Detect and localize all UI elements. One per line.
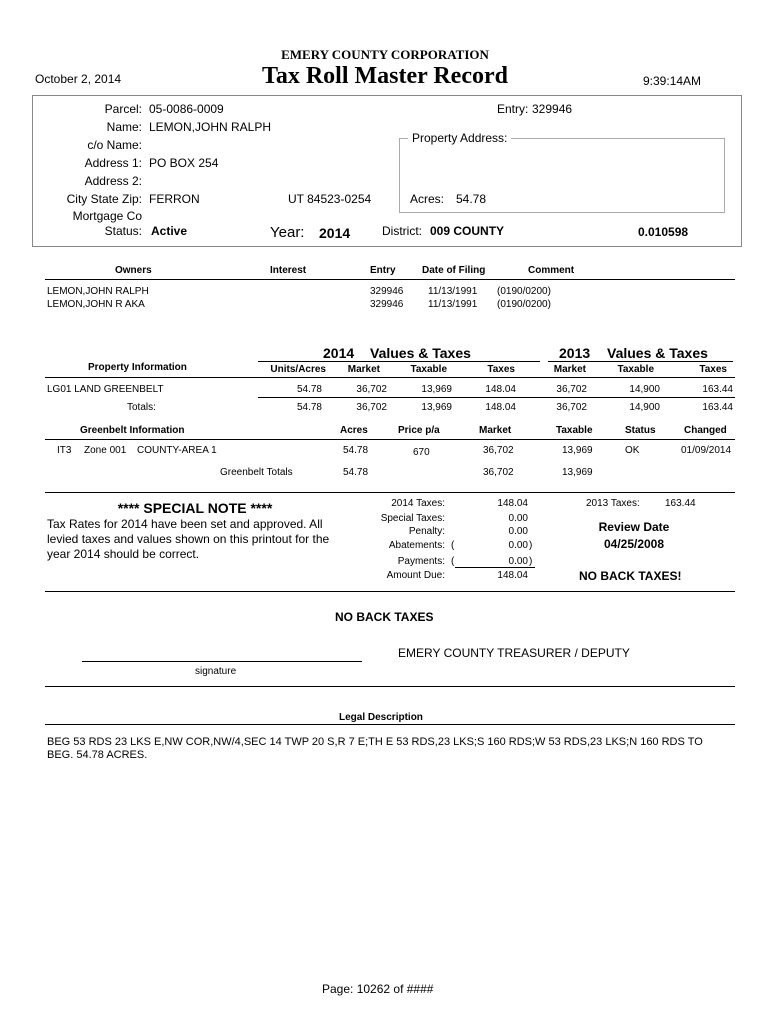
prior-taxes-value: 163.44 — [665, 498, 696, 509]
gb-status: OK — [625, 445, 640, 456]
state-zip-value: UT 84523-0254 — [288, 192, 372, 206]
units-acres-header: Units/Acres — [270, 364, 326, 375]
penalty-label: Penalty: — [408, 526, 445, 537]
total-prior-taxes: 163.44 — [702, 402, 733, 413]
penalty-value: 0.00 — [508, 526, 528, 537]
legal-description-line: BEG 53 RDS 23 LKS E,NW COR,NW/4,SEC 14 TWP 20 S,R 7 E;TH E 53 RDS,23 LKS;S 160 RDS;W 53 RDS,23 LKS;N 160 RDS TO — [47, 736, 703, 748]
owner-entry-header: Entry — [370, 265, 396, 276]
payments-label: Payments: — [397, 556, 445, 567]
legal-description-title: Legal Description — [339, 712, 423, 723]
legal-divider — [45, 724, 735, 725]
amount-due-value: 148.04 — [497, 570, 528, 581]
legal-top-divider — [45, 686, 735, 687]
owner-entry: 329946 — [370, 286, 404, 297]
page-number: Page: 10262 of #### — [322, 982, 434, 996]
abatements-label: Abatements: — [388, 540, 445, 551]
total-prior-market: 36,702 — [556, 402, 587, 413]
status-value: Active — [151, 224, 188, 238]
owner-filing-date: 11/13/1991 — [428, 299, 478, 310]
prior-taxable-header: Taxable — [617, 364, 654, 375]
review-date-label: Review Date — [598, 520, 670, 534]
prior-taxes-label: 2013 Taxes: — [586, 498, 640, 509]
gb-taxable-header: Taxable — [556, 425, 593, 436]
values-current-underline — [258, 361, 540, 362]
address1-label: Address 1: — [84, 156, 142, 170]
acres-value: 54.78 — [456, 192, 487, 206]
values-title-prior: Values & Taxes — [607, 345, 708, 361]
totals-label: Totals: — [127, 402, 156, 413]
abatements-close-paren: ) — [529, 540, 533, 551]
status-label: Status: — [104, 224, 142, 238]
gb-total-acres: 54.78 — [343, 467, 369, 478]
row-taxable: 13,969 — [421, 384, 452, 395]
special-taxes-value: 0.00 — [508, 513, 528, 524]
abatements-value: 0.00 — [508, 540, 528, 551]
special-note-line: Tax Rates for 2014 have been set and approved. All — [47, 517, 323, 531]
signature-label: signature — [195, 666, 237, 677]
total-units: 54.78 — [296, 402, 322, 413]
interest-header: Interest — [270, 265, 307, 276]
tax-rate: 0.010598 — [638, 225, 689, 239]
gb-zone: Zone 001 — [84, 445, 127, 456]
legal-description-line: BEG. 54.78 ACRES. — [47, 749, 148, 761]
owner-filing-date: 11/13/1991 — [428, 286, 478, 297]
row-taxes: 148.04 — [485, 384, 516, 395]
report-time: 9:39:14AM — [643, 74, 702, 88]
gb-changed-header: Changed — [684, 425, 727, 436]
year-value: 2014 — [319, 225, 351, 241]
current-taxes-value: 148.04 — [497, 498, 528, 509]
market-header: Market — [347, 364, 380, 375]
total-taxes: 148.04 — [485, 402, 516, 413]
parcel-value: 05-0086-0009 — [149, 102, 224, 116]
abatements-open-paren: ( — [451, 540, 455, 551]
total-market: 36,702 — [356, 402, 387, 413]
owner-comment: (0190/0200) — [497, 286, 551, 297]
no-back-taxes-badge: NO BACK TAXES! — [579, 569, 682, 583]
report-date: October 2, 2014 — [35, 72, 122, 86]
gb-code: IT3 — [57, 445, 72, 456]
amount-due-label: Amount Due: — [386, 570, 445, 581]
district-label: District: — [382, 224, 422, 238]
gb-acres: 54.78 — [343, 445, 369, 456]
date-of-filing-header: Date of Filing — [422, 265, 486, 276]
taxes-header: Taxes — [487, 364, 515, 375]
gb-total-taxable: 13,969 — [562, 467, 593, 478]
owners-divider — [45, 279, 735, 280]
total-taxable: 13,969 — [421, 402, 452, 413]
row-prior-taxable: 14,900 — [629, 384, 660, 395]
treasurer-label: EMERY COUNTY TREASURER / DEPUTY — [398, 646, 630, 660]
row-prior-market: 36,702 — [556, 384, 587, 395]
comment-header: Comment — [528, 265, 575, 276]
row-units: 54.78 — [296, 384, 322, 395]
mortgage-label: Mortgage Co — [72, 209, 142, 223]
row-market: 36,702 — [356, 384, 387, 395]
gb-price-header: Price p/a — [398, 425, 440, 436]
prior-taxes-header: Taxes — [699, 364, 727, 375]
values-year-current: 2014 — [323, 345, 355, 361]
company-name: EMERY COUNTY CORPORATION — [281, 47, 489, 62]
amount-due-divider — [455, 567, 535, 568]
current-taxes-label: 2014 Taxes: — [391, 498, 445, 509]
gb-market-header: Market — [479, 425, 512, 436]
acres-label: Acres: — [410, 192, 445, 206]
property-address-label: Property Address: — [408, 131, 511, 145]
owners-header: Owners — [115, 265, 152, 276]
address1-value: PO BOX 254 — [149, 156, 219, 170]
summary-divider — [45, 492, 735, 493]
gb-area: COUNTY-AREA 1 — [137, 445, 217, 456]
parcel-label: Parcel: — [104, 102, 142, 116]
page-title: Tax Roll Master Record — [262, 63, 508, 89]
entry-value: 329946 — [532, 102, 573, 116]
co-name-label: c/o Name: — [87, 138, 142, 152]
gb-acres-header: Acres — [340, 425, 368, 436]
gb-total-market: 36,702 — [483, 467, 514, 478]
total-prior-taxable: 14,900 — [629, 402, 660, 413]
taxable-header: Taxable — [410, 364, 447, 375]
year-label: Year: — [270, 224, 305, 241]
row-prior-taxes: 163.44 — [702, 384, 733, 395]
signature-line — [82, 661, 362, 662]
prior-market-header: Market — [553, 364, 586, 375]
values-divider — [45, 377, 735, 378]
property-information-header: Property Information — [88, 362, 187, 373]
special-note-line: levied taxes and values shown on this printout for the — [47, 532, 330, 546]
owner-name: LEMON,JOHN RALPH — [47, 286, 149, 297]
owner-comment: (0190/0200) — [497, 299, 551, 310]
gb-status-header: Status — [625, 425, 656, 436]
totals-divider — [258, 397, 735, 398]
owner-name: LEMON,JOHN R AKA — [47, 299, 145, 310]
review-date-value: 04/25/2008 — [603, 537, 665, 551]
gb-taxable: 13,969 — [562, 445, 593, 456]
city-state-zip-label: City State Zip: — [66, 192, 142, 206]
special-note-line: year 2014 should be correct. — [47, 547, 200, 561]
address2-label: Address 2: — [84, 174, 142, 188]
owner-entry: 329946 — [370, 299, 404, 310]
payments-close-paren: ) — [529, 556, 533, 567]
special-note-title: **** SPECIAL NOTE **** — [117, 500, 273, 516]
name-label: Name: — [106, 120, 142, 134]
values-title-current: Values & Taxes — [370, 345, 471, 361]
values-year-prior: 2013 — [559, 345, 591, 361]
gb-price: 670 — [413, 447, 430, 458]
property-class: LG01 LAND GREENBELT — [47, 384, 164, 395]
district-value: 009 COUNTY — [430, 224, 505, 238]
entry-label: Entry: — [497, 102, 529, 116]
gb-totals-label: Greenbelt Totals — [220, 467, 293, 478]
gb-market: 36,702 — [483, 445, 514, 456]
city-value: FERRON — [149, 192, 200, 206]
payments-value: 0.00 — [508, 556, 528, 567]
name-value: LEMON,JOHN RALPH — [149, 120, 272, 134]
no-back-taxes-notice: NO BACK TAXES — [335, 610, 434, 624]
payments-open-paren: ( — [451, 556, 455, 567]
gb-changed: 01/09/2014 — [681, 445, 732, 456]
property-address-box — [399, 138, 725, 213]
greenbelt-divider — [45, 439, 735, 440]
greenbelt-header: Greenbelt Information — [80, 425, 185, 436]
special-taxes-label: Special Taxes: — [380, 513, 445, 524]
footer-divider — [45, 591, 735, 592]
values-prior-underline — [548, 361, 733, 362]
